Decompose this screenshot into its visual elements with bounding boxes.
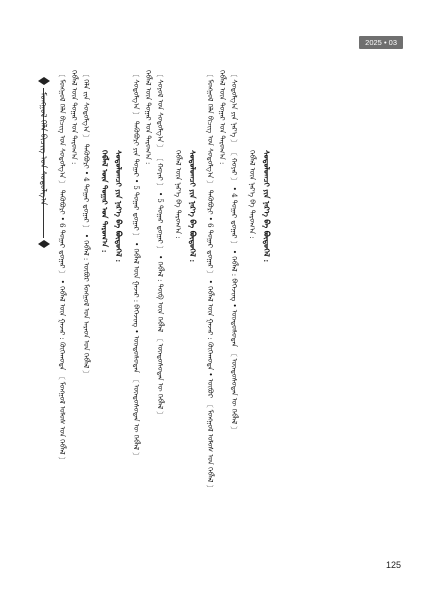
text-column: ᠬᠡᠪᠯᠡᠯ ᠦᠨ ᠳᠤᠭᠠᠷ ᠤᠨ ᠳᠠᠷᠤᠭ᠎ᠠ : — [218, 70, 226, 165]
text-column: ᠬᠡᠪᠯᠡᠯ ᠦᠨ ᠳᠤᠭᠠᠷ ᠤᠨ ᠳᠠᠷᠤᠭ᠎ᠠ : — [144, 70, 152, 165]
ornament-top-icon — [37, 76, 51, 86]
text-column: 〔 ᠮᠣᠩᠭᠣᠯ ᠬᠡᠯᠡ ᠪᠢᠴᠢᠭ ᠤᠨ ᠰᠤᠳᠤᠯᠭ᠎ᠠ 〕 ᠲᠡᠭᠦᠪᠦᠷᠢ • 6 ᠳᠤᠭᠠᠷ ᠳ᠋ᠤᠭᠠᠷ 〕 • ᠬᠡᠪᠯᠡᠯ ᠦᠨ ᠭᠠᠵᠠᠷ : ᠬᠥᠬᠡᠬᠣᠲᠠ • ᠥᠪᠥᠷ 〔 ᠮᠣᠩᠭᠣᠯ ᠤᠯᠤᠰ ᠤᠨ ᠬᠡᠪᠯᠡᠯ 〕 — [206, 70, 214, 492]
ornament-bottom-icon — [37, 239, 51, 249]
text-column: ᠬᠡᠪᠯᠡᠯ ᠦᠨ ᠨᠡᠷ᠎ᠡ ᠪᠠ ᠳᠠᠷᠤᠭ᠎ᠠ : — [174, 150, 182, 239]
text-column: ᠰᠤᠳᠤᠯᠤᠭᠴᠢ ᠶᠢᠨ ᠨᠡᠷ᠎ᠡ ᠪᠠ ᠪᠦᠲᠦᠭᠡᠯ : — [114, 150, 123, 263]
text-column: ᠬᠡᠪᠯᠡᠯ ᠦᠨ ᠨᠡᠷ᠎ᠡ ᠪᠠ ᠳᠠᠷᠤᠭ᠎ᠠ : — [248, 150, 256, 239]
text-column: 〔 ᠰᠤᠳᠤᠯᠭ᠎ᠠ 〕 ᠲᠡᠭᠦᠪᠦᠷᠢ ᠶᠢᠨ ᠳᠤᠭᠠᠷ • 5 ᠳᠤᠭᠠᠷ ᠳ᠋ᠤᠭᠠᠷ 〕 • ᠬᠡᠪᠯᠡᠯ ᠦᠨ ᠭᠠᠵᠠᠷ : ᠪᠡᠭᠡᠵᠢᠩ • ᠦᠨᠳᠦᠰᠦᠲᠡᠨ 〔 ᠦᠨᠳᠦᠰᠦᠲᠡᠨ ᠦ ᠬᠡᠪᠯᠡᠯ 〕 — [132, 70, 140, 460]
issue-badge: 2025 • 03 — [359, 36, 403, 49]
text-column: 〔 ᠰᠣᠶᠣᠯ ᠤᠨ ᠰᠤᠳᠤᠯᠭ᠎ᠠ 〕 〔 ᠬᠣᠶᠠᠷ 〕 • 5 ᠳᠤᠭᠠᠷ ᠳ᠋ᠤᠭᠠᠷ 〕 • ᠬᠡᠪᠯᠡᠯ : ᠲᠥᠪ ᠦᠨ ᠬᠡᠪᠯᠡᠯ 〔 ᠦᠨᠳᠦᠰᠦᠲᠡᠨ ᠦ ᠬᠡᠪᠯᠡᠯ 〕 — [156, 70, 164, 419]
text-column: 〔 ᠬᠡᠯᠡ ᠵᠢᠨ ᠰᠤᠳᠤᠯᠭ᠎ᠠ 〕 ᠲᠡᠭᠦᠪᠦᠷᠢ • 4 ᠳᠤᠭᠠᠷ ᠳ᠋ᠤᠭᠠᠷ 〕 • ᠬᠡᠪᠯᠡᠯ : ᠥᠪᠥᠷ ᠮᠣᠩᠭᠣᠯ ᠤᠨ ᠠᠷᠠᠳ ᠤᠨ ᠬᠡᠪᠯᠡᠯ 〕 — [82, 70, 90, 378]
text-column: ᠰᠤᠳᠤᠯᠤᠭᠴᠢ ᠶᠢᠨ ᠨᠡᠷ᠎ᠡ ᠪᠠ ᠪᠦᠲᠦᠭᠡᠯ : — [188, 150, 197, 263]
page-number: 125 — [385, 560, 401, 570]
text-column: ᠬᠡᠪᠯᠡᠯ ᠦᠨ ᠳᠤᠭᠠᠷ ᠤᠨ ᠳᠠᠷᠤᠭ᠎ᠠ : — [70, 70, 78, 165]
text-column: 〔 ᠮᠣᠩᠭᠣᠯ ᠬᠡᠯᠡ ᠪᠢᠴᠢᠭ ᠤᠨ ᠰᠤᠳᠤᠯᠭ᠎ᠠ 〕 ᠲᠡᠭᠦᠪᠦᠷᠢ • 6 ᠳᠤᠭᠠᠷ ᠳ᠋ᠤᠭᠠᠷ 〕 • ᠬᠡᠪᠯᠡᠯ ᠦᠨ ᠭᠠᠵᠠᠷ : ᠬᠥᠬᠡᠬᠣᠲᠠ 〔 ᠮᠣᠩᠭᠣᠯ ᠤᠯᠤᠰ ᠤᠨ ᠬᠡᠪᠯᠡᠯ 〕 — [58, 70, 66, 464]
text-column: ᠰᠤᠳᠤᠯᠤᠭᠴᠢ ᠶᠢᠨ ᠨᠡᠷ᠎ᠡ ᠪᠠ ᠪᠦᠲᠦᠭᠡᠯ : — [262, 150, 271, 263]
text-column: 〔 ᠰᠤᠳᠤᠯᠭ᠎ᠠ ᠶᠢᠨ ᠨᠡᠷ᠎ᠡ 〕 〔 ᠬᠣᠶᠠᠷ 〕 • 4 ᠳᠤᠭᠠᠷ ᠳ᠋ᠤᠭᠠᠷ 〕 • ᠬᠡᠪᠯᠡᠯ : ᠪᠡᠭᠡᠵᠢᠩ • ᠦᠨᠳᠦᠰᠦᠲᠡᠨ 〔 ᠦᠨᠳᠦᠰᠦᠲᠡᠨ ᠦ ᠬᠡᠪᠯᠡᠯ 〕 — [230, 70, 238, 434]
running-header-text: ᠮᠣᠩᠭᠣᠯ ᠬᠡᠯᠡ ᠪᠢᠴᠢᠭ ᠤᠨ ᠰᠤᠳᠤᠯᠭ᠎ᠠ — [39, 92, 48, 206]
text-column: ᠬᠡᠪᠯᠡᠯ ᠦᠨ ᠳᠤᠭᠠᠷ ᠤᠨ ᠳᠠᠷᠤᠭ᠎ᠠ : — [100, 150, 109, 253]
